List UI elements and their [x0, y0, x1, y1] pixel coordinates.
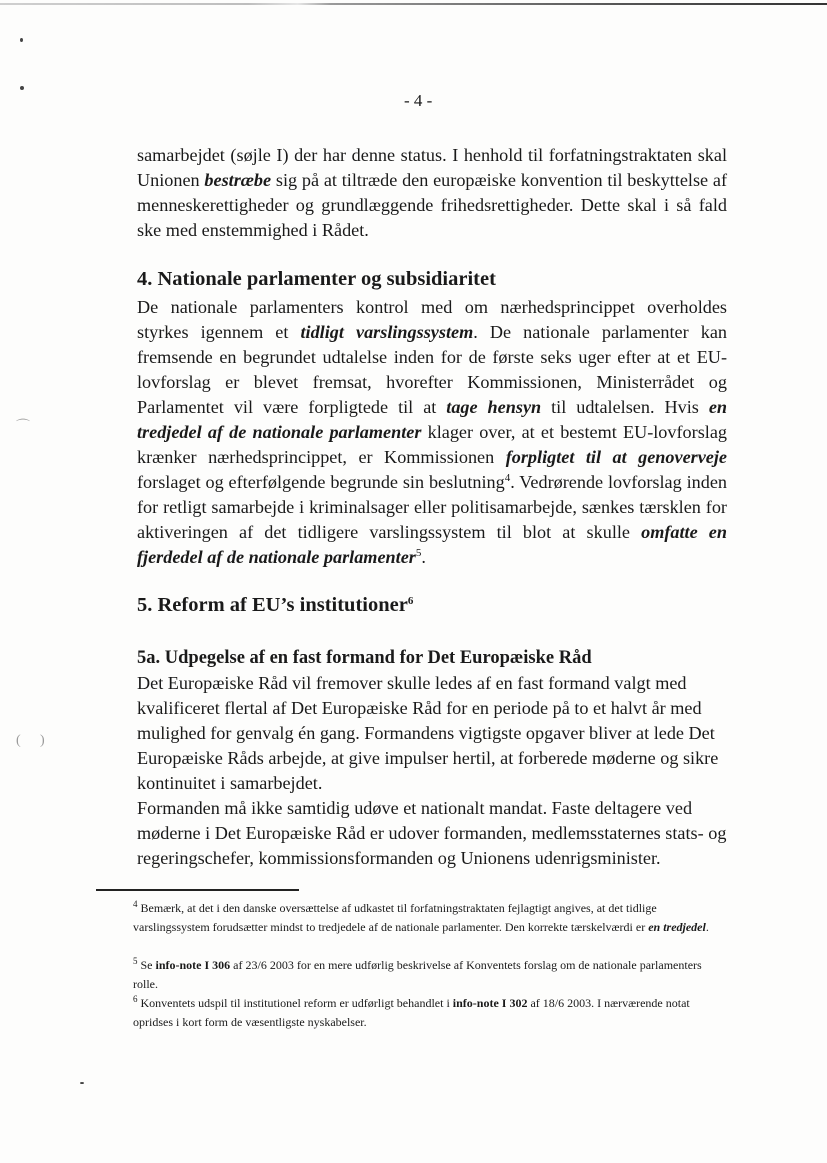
emphasis: forpligtet til at genoverveje: [505, 447, 727, 467]
margin-mark: ): [40, 733, 45, 748]
scan-speck: [20, 86, 24, 90]
emphasis: tidligt varslingssystem: [300, 322, 474, 342]
intro-paragraph: [137, 143, 727, 243]
emphasis: bestræbe: [204, 170, 272, 190]
footnote-text: Konventets udspil til institutionel reform er udførligt behandlet i: [137, 996, 453, 1010]
footnote-text: .: [705, 920, 709, 934]
footnote-rule: [96, 889, 299, 891]
text-run: . De nationale parlamenter kan fremsende en begrundet udtalelse inden for de første seks uger efter at et EU-lovforslag er blevet fremsat, hvorefter Kommissionen, Ministerrådet og Parlamentet vil være forpligtede til at: [137, 322, 728, 417]
note-reference: info-note I 302: [452, 996, 528, 1010]
page-number: - 4 -: [404, 91, 433, 110]
text-run: . Vedrørende lovforslag inden for retligt samarbejde i kriminalsager eller politisamarbejde, sænkes tærsklen for aktiveringen af det tidligere varslingssystem til blot at skulle: [137, 472, 727, 542]
note-reference: info-note I 306: [155, 958, 231, 972]
footnote-6: [133, 994, 721, 1032]
heading-text: 5. Reform af EU’s institutioner: [137, 594, 408, 616]
subsection-heading: 5a. Udpegelse af en fast formand for Det Europæiske Råd: [137, 648, 592, 668]
paragraph: Formanden må ikke samtidig udøve et nationalt mandat. Faste deltagere ved møderne i Det Europæiske Råd er udover formanden, medlemsstaternes stats- og regeringschefer, kommissionsformanden og Unionens udenrigsminister.: [137, 798, 727, 868]
footnote-ref[interactable]: 6: [407, 595, 414, 607]
emphasis: omfatte en fjerdedel af de nationale parlamenter: [137, 522, 727, 567]
footnote-ref[interactable]: 5: [415, 547, 422, 559]
text-run: De nationale parlamenters kontrol med om nærhedsprincippet overholdes styrkes igennem et: [137, 297, 727, 342]
footnote-number: 6: [133, 994, 138, 1004]
scan-speck: [80, 1082, 84, 1084]
section-5a: [137, 646, 727, 871]
footnote-number: 4: [133, 899, 138, 909]
footnote-text: af 23/6 2003 for en mere udførlig beskrivelse af Konventets forslag om de nationale parlamenters rolle.: [133, 958, 702, 991]
margin-mark: ⌒: [16, 420, 30, 435]
text-run: til udtalelsen. Hvis: [541, 397, 709, 417]
scan-speck: [20, 38, 23, 42]
section-5: [137, 592, 727, 618]
text-run: forslaget og efterfølgende begrunde sin beslutning: [137, 472, 505, 492]
emphasis: en tredjedel af de nationale parlamenter: [137, 397, 727, 442]
margin-mark: (: [16, 733, 21, 748]
text-run: samarbejdet (søjle I) der har denne status. I henhold til forfatningstraktaten skal Unionen: [137, 145, 727, 190]
footnote-5: [133, 956, 721, 994]
scan-top-edge: [0, 3, 827, 5]
section-4: [137, 266, 727, 570]
footnote-text: Bemærk, at det i den danske oversættelse af udkastet til forfatningstraktaten fejlagtigt angives, at det tidlige varslingssystem forudsætter mindst to tredjedele af de nationale parlamenter. Den korrekte tærskelværdi er: [133, 901, 657, 934]
text-run: sig på at tiltræde den europæiske konvention til beskyttelse af menneskerettigheder og grundlæggende frihedsrettigheder. Dette skal i så fald ske med enstemmighed i Rådet.: [137, 170, 727, 240]
section-heading: 4. Nationale parlamenter og subsidiaritet: [137, 268, 496, 290]
text-run: klager over, at et bestemt EU-lovforslag krænker nærhedsprincippet, er Kommissionen: [137, 422, 727, 467]
emphasis: tage hensyn: [446, 397, 542, 417]
text-run: .: [421, 547, 426, 567]
section-heading: [137, 592, 727, 618]
footnote-ref[interactable]: 4: [504, 472, 511, 484]
footnote-number: 5: [133, 956, 138, 966]
footnote-4: [133, 899, 721, 937]
footnote-text: af 18/6 2003. I nærværende notat opridses i kort form de væsentligste nyskabelser.: [133, 996, 690, 1029]
paragraph: Det Europæiske Råd vil fremover skulle ledes af en fast formand valgt med kvalificeret flertal af Det Europæiske Råd for en periode på to et halvt år med mulighed for genvalg én gang. Formandens vigtigste opgaver bliver at lede Det Europæiske Råds arbejde, at give impulser hertil, at forberede møderne og sikre kontinuitet i samarbejdet.: [137, 673, 719, 793]
emphasis: en tredjedel: [648, 920, 706, 934]
section-4-body: [137, 295, 727, 570]
footnote-text: Se: [137, 958, 156, 972]
